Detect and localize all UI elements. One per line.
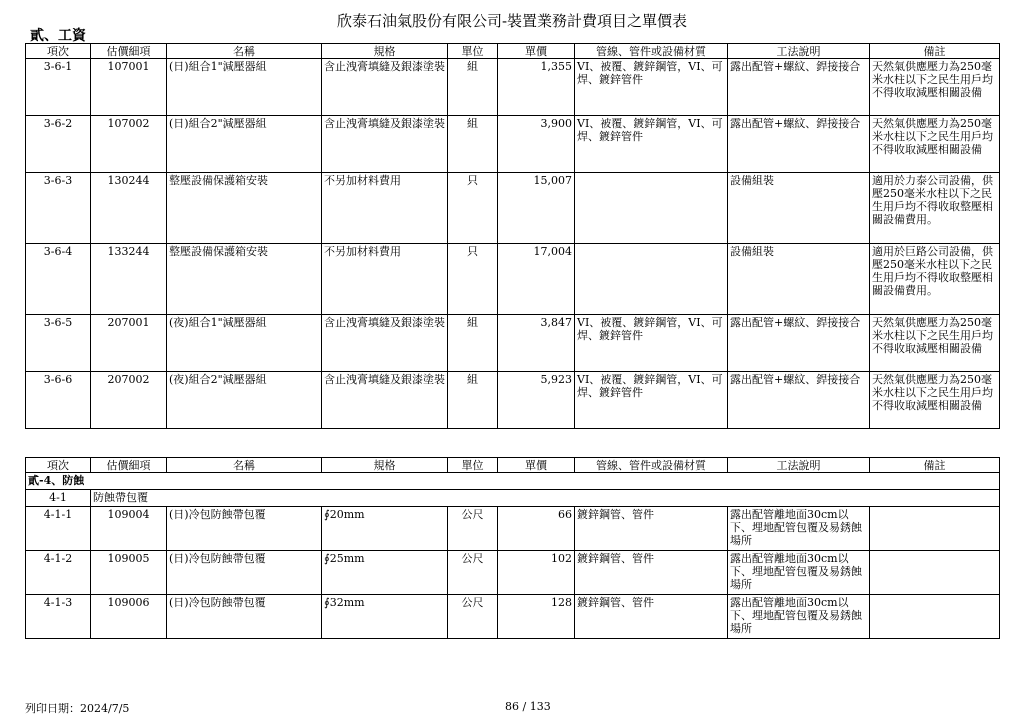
cell-no: 3-6-1 [26,59,91,116]
cell-unit: 只 [448,173,498,244]
cell-material [575,173,728,244]
cell-name: (日)冷包防蝕帶包覆 [167,551,322,595]
col-header: 工法說明 [728,44,870,59]
cell-method: 露出配管+螺紋、銲接接合 [728,59,870,116]
cell-note: 適用於力泰公司設備，供壓250毫米水柱以下之民生用戶均不得收取整壓相關設備費用。 [870,173,1000,244]
cell-price: 128 [498,595,575,639]
cell-method: 露出配管+螺紋、銲接接合 [728,116,870,173]
cell-spec: 不另加材料費用 [322,244,448,315]
cell-spec: ∮20mm [322,507,448,551]
cell-code: 109005 [91,551,167,595]
cell-price: 17,004 [498,244,575,315]
cell-method: 露出配管離地面30cm以下、埋地配管包覆及易銹蝕場所 [728,595,870,639]
cell-name: (日)組合2"減壓器組 [167,116,322,173]
cell-code: 133244 [91,244,167,315]
cell-spec: 不另加材料費用 [322,173,448,244]
col-header: 項次 [26,458,91,473]
cell-material: 鍍鋅鋼管、管件 [575,595,728,639]
cell-note: 天然氣供應壓力為250毫米水柱以下之民生用戶均不得收取減壓相關設備 [870,59,1000,116]
col-header: 項次 [26,44,91,59]
cell-unit: 組 [448,59,498,116]
cell-unit: 只 [448,244,498,315]
cell-no: 3-6-5 [26,315,91,372]
col-header: 管線、管件或設備材質 [575,458,728,473]
cell-name: (夜)組合1"減壓器組 [167,315,322,372]
cell-method: 露出配管+螺紋、銲接接合 [728,315,870,372]
cell-unit: 公尺 [448,595,498,639]
cell-note [870,551,1000,595]
cell-note [870,507,1000,551]
cell-name: (日)組合1"減壓器組 [167,59,322,116]
cell-no: 4-1 [26,490,91,507]
col-header: 估價細項 [91,458,167,473]
subsection-name: 防蝕帶包覆 [91,490,1000,507]
table-row [26,173,1000,244]
cell-unit: 組 [448,116,498,173]
cell-name: (日)冷包防蝕帶包覆 [167,507,322,551]
section2-heading: 貳-4、防蝕 [26,473,1000,490]
col-header: 單位 [448,458,498,473]
cell-price: 66 [498,507,575,551]
cell-no: 3-6-2 [26,116,91,173]
cell-no: 4-1-1 [26,507,91,551]
cell-code: 207001 [91,315,167,372]
subsection-row [26,490,1000,507]
cell-code: 109006 [91,595,167,639]
section-heading: 貳、工資 [30,28,86,44]
cell-unit: 公尺 [448,551,498,595]
cell-no: 3-6-6 [26,372,91,429]
table-row [26,551,1000,595]
price-table-1 [25,43,1000,429]
page-number: 86 / 133 [505,700,551,713]
cell-note: 天然氣供應壓力為250毫米水柱以下之民生用戶均不得收取減壓相關設備 [870,372,1000,429]
page-title: 欣泰石油氣股份有限公司-裝置業務計費項目之單價表 [336,12,688,30]
cell-name: 整壓設備保護箱安裝 [167,173,322,244]
cell-code: 109004 [91,507,167,551]
cell-no: 4-1-2 [26,551,91,595]
table-row [26,507,1000,551]
cell-price: 15,007 [498,173,575,244]
cell-price: 5,923 [498,372,575,429]
cell-price: 3,900 [498,116,575,173]
col-header: 單價 [498,44,575,59]
col-header: 規格 [322,44,448,59]
col-header: 名稱 [167,44,322,59]
table-row [26,244,1000,315]
col-header: 規格 [322,458,448,473]
col-header: 單位 [448,44,498,59]
cell-price: 1,355 [498,59,575,116]
header-row [26,458,1000,473]
col-header: 單價 [498,458,575,473]
cell-spec: 含止洩膏填縫及銀漆塗裝 [322,59,448,116]
table-row [26,116,1000,173]
header-row [26,44,1000,59]
cell-no: 3-6-4 [26,244,91,315]
table-row [26,59,1000,116]
cell-name: (夜)組合2"減壓器組 [167,372,322,429]
table-row [26,595,1000,639]
cell-spec: 含止洩膏填縫及銀漆塗裝 [322,315,448,372]
cell-method: 設備組裝 [728,244,870,315]
price-table-2 [25,457,1000,639]
cell-material: VI、被覆、鍍鋅鋼管，VI、可焊、鍍鋅管件 [575,372,728,429]
cell-spec: 含止洩膏填縫及銀漆塗裝 [322,372,448,429]
cell-note [870,595,1000,639]
cell-code: 107002 [91,116,167,173]
cell-price: 3,847 [498,315,575,372]
col-header: 備註 [870,458,1000,473]
cell-material: VI、被覆、鍍鋅鋼管，VI、可焊、鍍鋅管件 [575,116,728,173]
cell-price: 102 [498,551,575,595]
cell-material [575,244,728,315]
cell-spec: ∮32mm [322,595,448,639]
col-header: 管線、管件或設備材質 [575,44,728,59]
cell-material: VI、被覆、鍍鋅鋼管，VI、可焊、鍍鋅管件 [575,315,728,372]
col-header: 估價細項 [91,44,167,59]
cell-unit: 組 [448,315,498,372]
cell-name: (日)冷包防蝕帶包覆 [167,595,322,639]
cell-no: 4-1-3 [26,595,91,639]
cell-name: 整壓設備保護箱安裝 [167,244,322,315]
cell-material: 鍍鋅鋼管、管件 [575,551,728,595]
cell-method: 露出配管離地面30cm以下、埋地配管包覆及易銹蝕場所 [728,551,870,595]
cell-note: 天然氣供應壓力為250毫米水柱以下之民生用戶均不得收取減壓相關設備 [870,116,1000,173]
cell-code: 207002 [91,372,167,429]
cell-note: 適用於巨路公司設備，供壓250毫米水柱以下之民生用戶均不得收取整壓相關設備費用。 [870,244,1000,315]
cell-unit: 組 [448,372,498,429]
cell-material: VI、被覆、鍍鋅鋼管，VI、可焊、鍍鋅管件 [575,59,728,116]
cell-spec: 含止洩膏填縫及銀漆塗裝 [322,116,448,173]
cell-no: 3-6-3 [26,173,91,244]
col-header: 備註 [870,44,1000,59]
print-date: 列印日期：2024/7/5 [25,702,130,715]
cell-method: 設備組裝 [728,173,870,244]
cell-unit: 公尺 [448,507,498,551]
cell-code: 107001 [91,59,167,116]
col-header: 名稱 [167,458,322,473]
cell-method: 露出配管+螺紋、銲接接合 [728,372,870,429]
cell-material: 鍍鋅鋼管、管件 [575,507,728,551]
cell-spec: ∮25mm [322,551,448,595]
table-row [26,372,1000,429]
cell-method: 露出配管離地面30cm以下、埋地配管包覆及易銹蝕場所 [728,507,870,551]
col-header: 工法說明 [728,458,870,473]
section-row [26,473,1000,490]
cell-code: 130244 [91,173,167,244]
cell-note: 天然氣供應壓力為250毫米水柱以下之民生用戶均不得收取減壓相關設備 [870,315,1000,372]
table-row [26,315,1000,372]
